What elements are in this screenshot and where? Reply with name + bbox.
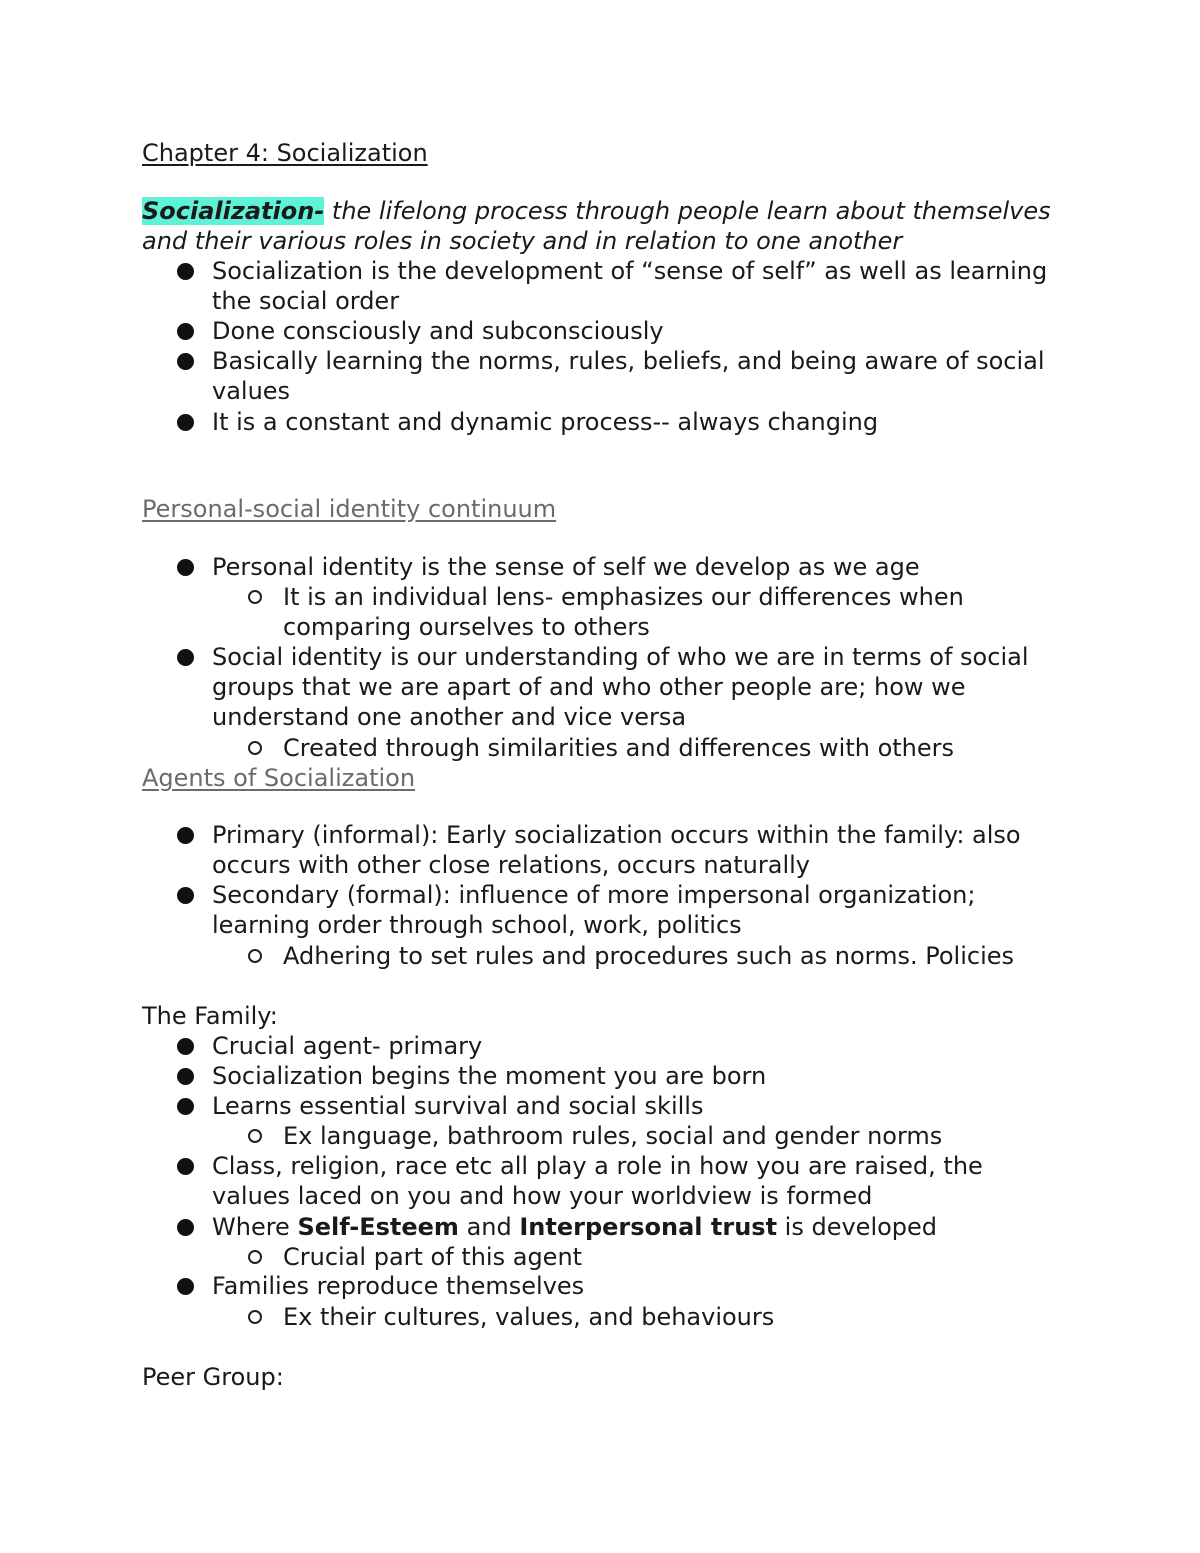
section-heading-family: The Family:	[142, 1002, 278, 1030]
sub-bullet-circle	[248, 590, 262, 604]
agents-sub-2: Adhering to set rules and procedures such as norms. Policies	[283, 942, 1015, 970]
section-heading-peer: Peer Group:	[142, 1363, 284, 1391]
continuum-sub-2: Created through similarities and differences with others	[283, 734, 955, 762]
bullet-dot	[177, 1068, 194, 1085]
definition-term: Socialization-	[142, 197, 325, 225]
family-bullet-4-line-2: values laced on you and how your worldview is formed	[212, 1182, 873, 1210]
bullet-dot	[177, 1098, 194, 1115]
family-sub-6: Ex their cultures, values, and behaviours	[283, 1303, 775, 1331]
continuum-bullet-2-line-2: groups that we are apart of and who other people are; how we	[212, 673, 966, 701]
sub-bullet-circle	[248, 741, 262, 755]
intro-bullet-1-line-2: the social order	[212, 287, 400, 315]
bullet-dot	[177, 414, 194, 431]
definition-text-1: the lifelong process through people learn about themselves	[324, 197, 1051, 225]
bullet-dot	[177, 263, 194, 280]
intro-bullet-3-line-2: values	[212, 377, 291, 405]
agents-bullet-1-line-2: occurs with other close relations, occurs naturally	[212, 851, 810, 879]
sub-bullet-circle	[248, 1129, 262, 1143]
family-bullet-3: Learns essential survival and social skills	[212, 1092, 704, 1120]
bullet-dot	[177, 827, 194, 844]
family-bullet-5-post: is developed	[777, 1213, 938, 1241]
definition-line-1	[142, 196, 1051, 226]
intro-bullet-4: It is a constant and dynamic process-- always changing	[212, 408, 879, 436]
intro-bullet-1-line-1: Socialization is the development of “sense of self” as well as learning	[212, 257, 1048, 285]
family-bullet-5-mid: and	[458, 1213, 520, 1241]
intro-bullet-2: Done consciously and subconsciously	[212, 317, 664, 345]
sub-bullet-circle	[248, 1250, 262, 1264]
bullet-dot	[177, 323, 194, 340]
section-heading-agents: Agents of Socialization	[142, 764, 416, 792]
sub-bullet-circle	[248, 949, 262, 963]
family-bullet-5	[212, 1212, 937, 1242]
family-bullet-5-bold-1: Self-Esteem	[297, 1213, 459, 1241]
family-sub-3: Ex language, bathroom rules, social and gender norms	[283, 1122, 943, 1150]
agents-bullet-2-line-2: learning order through school, work, politics	[212, 911, 742, 939]
family-bullet-5-pre: Where	[212, 1213, 298, 1241]
continuum-bullet-1: Personal identity is the sense of self we develop as we age	[212, 553, 920, 581]
family-sub-5: Crucial part of this agent	[283, 1243, 583, 1271]
continuum-sub-1-line-1: It is an individual lens- emphasizes our differences when	[283, 583, 964, 611]
bullet-dot	[177, 649, 194, 666]
agents-bullet-1-line-1: Primary (informal): Early socialization occurs within the family: also	[212, 821, 1021, 849]
family-bullet-5-bold-2: Interpersonal trust	[519, 1213, 778, 1241]
family-bullet-4-line-1: Class, religion, race etc all play a role in how you are raised, the	[212, 1152, 983, 1180]
bullet-dot	[177, 1038, 194, 1055]
continuum-bullet-2-line-3: understand one another and vice versa	[212, 703, 687, 731]
family-bullet-2: Socialization begins the moment you are born	[212, 1062, 767, 1090]
intro-bullet-3-line-1: Basically learning the norms, rules, beliefs, and being aware of social	[212, 347, 1045, 375]
bullet-dot	[177, 1219, 194, 1236]
continuum-sub-1-line-2: comparing ourselves to others	[283, 613, 650, 641]
sub-bullet-circle	[248, 1310, 262, 1324]
definition-line-2: and their various roles in society and in relation to one another	[142, 227, 903, 255]
bullet-dot	[177, 559, 194, 576]
continuum-bullet-2-line-1: Social identity is our understanding of who we are in terms of social	[212, 643, 1029, 671]
page-title: Chapter 4: Socialization	[142, 139, 428, 167]
bullet-dot	[177, 353, 194, 370]
family-bullet-1: Crucial agent- primary	[212, 1032, 483, 1060]
bullet-dot	[177, 887, 194, 904]
family-bullet-6: Families reproduce themselves	[212, 1272, 585, 1300]
bullet-dot	[177, 1278, 194, 1295]
section-heading-continuum: Personal-social identity continuum	[142, 495, 557, 523]
bullet-dot	[177, 1158, 194, 1175]
agents-bullet-2-line-1: Secondary (formal): influence of more impersonal organization;	[212, 881, 976, 909]
